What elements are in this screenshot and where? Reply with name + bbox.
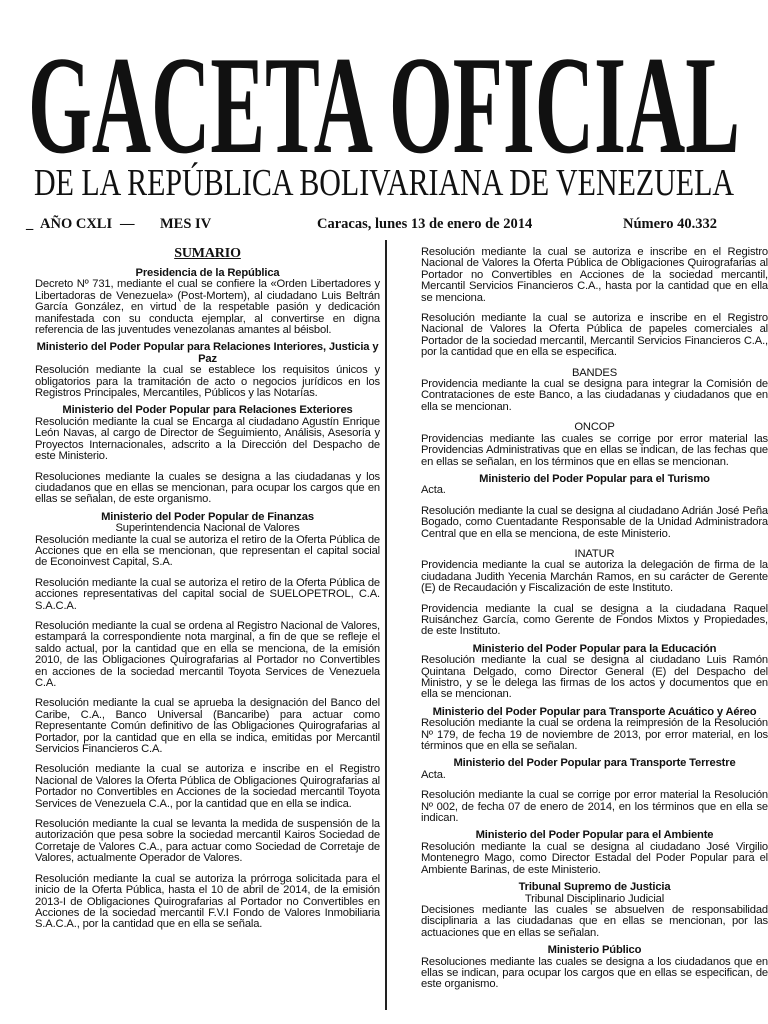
summary-column-right: [421, 247, 768, 991]
summary-entry: Resolución mediante la cual se autoriza e inscribe en el Registro Nacional de Valores la Oferta Pública de Obligaciones Quirografarias al Portador no Convertibles en Acciones de la sociedad mercantil, Mercantil Servicios Financieros C.A., hasta por la cantidad que en ella se menciona.: [421, 246, 768, 304]
summary-column-left: [35, 246, 380, 931]
issue-dateline: [26, 216, 746, 236]
summary-entry: Resolución mediante la cual se aprueba la designación del Banco del Caribe, C.A., Banco Universal (Bancaribe) para actuar como Representante Común definitivo de las Obligaciones Quirografarias al Portador, por la cantidad que en ella se indica, emitidas por Mercantil Servicios Financieros C.A.: [35, 697, 380, 756]
summary-entry: Providencias mediante las cuales se corrige por error material las Providencias Administrativas que en ellas se indican, de las fechas que en ellas se señalan, en los términos que en ellas se mencionan.: [421, 432, 768, 468]
summary-entry: Resolución mediante la cual se ordena la reimpresión de la Resolución Nº 179, de fecha 19 de noviembre de 2013, por error material, en los términos que en ella se señalan.: [421, 717, 768, 753]
section-heading: Ministerio del Poder Popular para Relaciones Exteriores: [62, 404, 353, 417]
subsection-heading: Superintendencia Nacional de Valores: [115, 522, 300, 535]
summary-entry: Acta.: [421, 484, 446, 497]
section-heading: Ministerio del Poder Popular para Transporte Terrestre: [453, 757, 736, 770]
summary-entry: Resoluciones mediante la cuales se designa a las ciudadanas y los ciudadanos que en ellas se mencionan, para ocupar los cargos que en ellas se señalan, de este organismo.: [35, 470, 380, 506]
summary-entry: Resolución mediante la cual se designa al ciudadano José Virgilio Montenegro Mago, como Director Estadal del Poder Popular para el Ambiente Barinas, de este Ministerio.: [421, 840, 768, 876]
summary-entry: Decisiones mediante las cuales se absuelven de responsabilidad disciplinaria a las ciudadanas que en ellas se mencionan, por las actuaciones que en ellas se señalan.: [421, 903, 768, 939]
section-heading: Tribunal Supremo de Justicia: [518, 881, 671, 894]
summary-entry: Acta.: [421, 768, 446, 781]
column-divider: [385, 240, 387, 1010]
section-heading: Ministerio del Poder Popular para el Turismo: [479, 472, 710, 485]
summary-entry: Resolución mediante la cual se autoriza la prórroga solicitada para el inicio de la Oferta Pública, hasta el 10 de abril de 2014, de la emisión 2013-I de Obligaciones Quirografarias al Portador no Convertibles en Acciones de la sociedad mercantil F.V.I Fondo de Valores Inmobiliaria S.A.C.A., por la cantidad que en ella se señala.: [35, 872, 380, 931]
summary-entry: Providencia mediante la cual se autoriza la delegación de firma de la ciudadana Judith Yecenia Marchán Ramos, en su carácter de Gerente (E) de Recaudación y Fiscalización de este Instituto.: [421, 559, 768, 595]
summary-entry: Providencia mediante la cual se designa a la ciudadana Raquel Ruisánchez García, como Gerente de Fondos Mixtos y Propiedades, de este Instituto.: [421, 602, 768, 638]
summary-entry: Resolución mediante la cual se establece los requisitos únicos y obligatorios para la tramitación de acto o negocios jurídicos en los Registros Principales, Mercantiles, Públicos y las Notarías.: [35, 364, 380, 400]
summary-entry: Resolución mediante la cual se autoriza e inscribe en el Registro Nacional de Valores la Oferta Pública de Obligaciones Quirografarias al Portador no Convertibles en Acciones de la sociedad mercantil Toyota Services de Venezuela C.A., por la cantidad que en ella se indica.: [35, 763, 380, 810]
dash-mark: _: [26, 216, 34, 232]
masthead: [0, 0, 768, 260]
section-heading: Ministerio del Poder Popular de Finanzas: [101, 510, 314, 523]
section-heading: Ministerio del Poder Popular para Transporte Acuático y Aéreo: [432, 705, 757, 718]
svg-text:GACETA OFICIAL: GACETA OFICIAL: [28, 48, 740, 160]
summary-entry: Resolución mediante la cual se designa al ciudadano Adrián José Peña Bogado, como Cuentadante Responsable de la Unidad Administradora Central que en ella se menciona, de este Ministerio.: [421, 504, 768, 540]
newspaper-title: [28, 48, 740, 160]
summary-entry: Resolución mediante la cual se levanta la medida de suspensión de la autorización que pesa sobre la sociedad mercantil Kairos Sociedad de Corretaje de Valores C.A., para actuar como Sociedad de Corretaje de Valores, actualmente Operador de Valores.: [35, 818, 380, 865]
dash-mark: —: [120, 216, 135, 232]
summary-entry: Resolución mediante la cual se ordena al Registro Nacional de Valores, estampará la correspondiente nota marginal, a fin de que se refleje el saldo actual, por la cantidad que en ella se menciona, de la emisión 2010, de las Obligaciones Quirografarias al Portador no Convertibles en acciones de la sociedad mercantil Toyota Services de Venezuela C.A.: [35, 619, 380, 689]
subsection-heading: INATUR: [574, 547, 615, 560]
summary-entry: Decreto Nº 731, mediante el cual se confiere la «Orden Libertadores y Libertadoras de Venezuela» (Post-Mortem), al ciudadano Luis Beltrán García González, en virtud de la respetable pasión y dedicación manifestada con su conducta ejemplar, al convertirse en digna referencia de las juventudes venezolanas amantes al béisbol.: [35, 278, 380, 337]
newspaper-subtitle: [34, 162, 734, 202]
summary-entry: Resolución mediante la cual se designa al ciudadano Luis Ramón Quintana Delgado, como Director General (E) del Despacho del Ministro, y se le delega las firmas de los actos y documentos que en ella se mencionan.: [421, 654, 768, 701]
section-heading: Presidencia de la República: [135, 267, 280, 279]
subsection-heading: ONCOP: [574, 421, 615, 434]
subsection-heading: BANDES: [571, 366, 618, 379]
summary-title: SUMARIO: [174, 246, 241, 261]
subsection-heading: Tribunal Disciplinario Judicial: [524, 892, 665, 905]
section-heading: Ministerio del Poder Popular para el Ambiente: [475, 829, 714, 842]
summary-entry: Resolución mediante la cual se autoriza el retiro de la Oferta Pública de acciones representativas del capital social de SUELOPETROL, C.A. S.A.C.A.: [35, 576, 380, 612]
summary-entry: Resolución mediante la cual se corrige por error material la Resolución Nº 002, de fecha 07 de enero de 2014, en los términos que en ella se indican.: [421, 789, 768, 825]
summary-entry: Resolución mediante la cual se autoriza e inscribe en el Registro Nacional de Valores la Oferta Pública de papeles comerciales al Portador de la sociedad mercantil, Mercantil Servicios Financieros C.A., por la cantidad que en ella se especifica.: [421, 312, 768, 359]
section-heading: Ministerio del Poder Popular para la Educación: [472, 642, 717, 655]
section-heading: Ministerio Público: [547, 944, 642, 957]
issue-year: AÑO CXLI: [40, 216, 113, 232]
issue-month: MES IV: [160, 216, 212, 232]
issue-number: Número 40.332: [623, 216, 717, 232]
svg-text:DE LA REPÚBLICA BOLIVARIANA DE: DE LA REPÚBLICA BOLIVARIANA DE VENEZUELA: [34, 162, 734, 202]
summary-entry: Resolución mediante la cual se autoriza el retiro de la Oferta Pública de Acciones que en ella se mencionan, que representan el capital social de Econoinvest Capital, S.A.: [35, 533, 380, 569]
summary-entry: Resoluciones mediante las cuales se designa a los ciudadanos que en ellas se indican, para ocupar los cargos que en ellas se especifican, de este organismo.: [421, 955, 768, 991]
section-heading: Ministerio del Poder Popular para Relaciones Interiores, Justicia y Paz: [36, 341, 379, 365]
summary-entry: Resolución mediante la cual se Encarga al ciudadano Agustín Enrique León Navas, al cargo de Director de Seguimiento, Análisis, Asesoría y Proyectos Internacionales, adscrito a la Dirección del Despacho de este Ministerio.: [35, 415, 380, 463]
issue-date: Caracas, lunes 13 de enero de 2014: [317, 216, 533, 232]
summary-entry: Providencia mediante la cual se designa para integrar la Comisión de Contrataciones de este Banco, a las ciudadanas y ciudadanos que en ella se mencionan.: [421, 378, 768, 413]
